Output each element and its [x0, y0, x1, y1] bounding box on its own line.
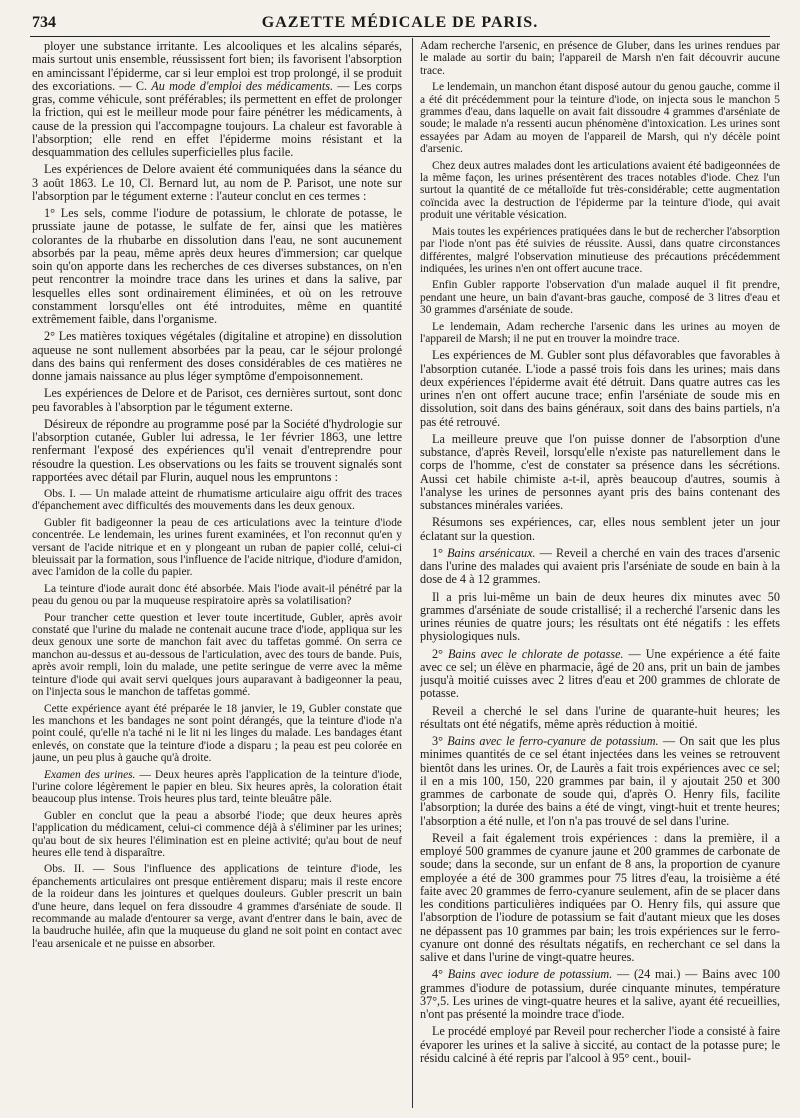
paragraph-text: — On sait que les plus minimes quantités de ce sel étant injectées dans les veines se retrouvent bientôt dans les urines. Or, de Laurès a fait trois expériences avec ce sel; il en a mis 100, 150, 220 grammes par bain, il y ajoutait 250 et 300 grammes de carbonate de soude qui, d'après O. Henry fils, facilite l'absorption; la durée des bains a été de vingt, vingt-huit et trente heures; l'absorption a été nulle, et l'on n'a pas trouvé de sel dans l'urine. [420, 734, 780, 828]
paragraph-text: — Les corps gras, comme véhicule, sont préférables; ils permettent en effet de prolonger la friction, qui est le meilleur mode pour faire pénétrer les médicaments, à cause de la pression qui l'accompagne toujours. La chaleur est favorable à l'absorption; elle rend en effet l'épiderme moins résistant et la desquammation des cellules superficielles plus facile. [32, 78, 402, 159]
paragraph-text: 1° [432, 545, 448, 560]
paragraph-text: 2° Les matières toxiques végétales (digitaline et atropine) en dissolution aqueuse ne sont nullement absorbées par la peau, car le séjour prolongé dans des bains qui renferment des doses considérables de ces matières ne donne jamais naissance au plus léger symptôme d'empoisonnement. [32, 329, 402, 383]
paragraph [420, 81, 780, 155]
paragraph [32, 583, 402, 608]
paragraph-text: Obs. I. — Un malade atteint de rhumatisme articulaire aigu offrit des traces d'épanchement avec difficultés des mouvements dans les deux genoux. [32, 488, 402, 513]
paragraph [32, 163, 402, 203]
paragraph [420, 433, 780, 513]
paragraph-text: — Une expérience a été faite avec ce sel; un élève en pharmacie, âgé de 20 ans, prit un bain de jambes jusqu'à moitié cuisses avec 2 litres d'eau et 200 grammes de chlorate de potasse. [420, 646, 780, 701]
paragraph [32, 863, 402, 950]
paragraph [420, 226, 780, 276]
paragraph-text: Chez deux autres malades dont les articulations avaient été badigeonnées de la même façon, les urines présentèrent des traces notables d'iode. Chez l'un surtout la quantité de ce métalloïde fut très-considérable; cette augmentation coïncida avec la destruction de l'épiderme par la teinture d'iode, qui avait produit une véritable vésication. [420, 159, 780, 222]
page-header [30, 14, 770, 37]
paragraph-text: 4° [432, 967, 448, 982]
italic-phrase: Bains arsénicaux. [447, 545, 536, 560]
paragraph-text: Reveil a fait également trois expériences : dans la première, il a employé 500 grammes de cyanure jaune et 200 grammes de carbonate de soude; dans la seconde, sur un enfant de 8 ans, la proportion de cyanure employée a été de 300 grammes pour 75 litres d'eau, la troisième a été faite avec 20 grammes de ferro-cyanure seulement, afin de se placer dans les conditions particulières indiquées par O. Henry fils, qui assure que l'absorption de l'iodure de potassium se fait d'autant mieux que les doses ne dépassent pas 10 grammes par bain; les trois expériences sur le ferro-cyanure ont donné des résultats négatifs, en recherchant ce sel dans la salive et dans l'urine de vingt-quatre heures. [420, 830, 780, 965]
paragraph-text: Résumons ses expériences, car, elles nous semblent jeter un jour éclatant sur la question. [420, 515, 780, 543]
italic-phrase: Bains avec le ferro-cyanure de potassium. [447, 734, 659, 749]
paragraph [420, 160, 780, 222]
paragraph [32, 612, 402, 699]
paragraph-text: Gubler en conclut que la peau a absorbé l'iode; que deux heures après l'application du médicament, celui-ci commence déjà à s'éliminer par les urines; qu'au bout de six heures l'élimination est en pleine activité; qu'au bout de neuf heures elle tend à disparaître. [32, 809, 402, 859]
page-number: 734 [32, 14, 56, 31]
paragraph [32, 40, 402, 159]
paragraph [32, 703, 402, 765]
paragraph [32, 517, 402, 579]
paragraph [420, 349, 780, 429]
paragraph-text: 1° Les sels, comme l'iodure de potassium, le chlorate de potasse, le prussiate jaune de potasse, le sulfate de fer, ainsi que les matières colorantes de la rhubarbe en dissolution dans l'eau, ne sont aucunement absorbés par la peau, même après deux heures d'immersion; car quelque soin qu'on apporte dans les recherches de ces diverses substances, on n'en peut rencontrer la moindre trace dans les urines et dans la salive, par lesquelles elles sont ordinairement éliminées, et où on les retrouve constamment lorsqu'elles ont été introduites, même en quantité extrêmement faible, dans l'organisme. [32, 206, 402, 326]
paragraph-text: Désireux de répondre au programme posé par la Société d'hydrologie sur l'absorption cutanée, Gubler lui adressa, le 1er février 1863, une lettre renfermant l'exposé des expériences qu'il venait d'entreprendre pour résoudre la question. Les observations ou les faits se trouvent signalés sont rapportées avec détail par Flurin, auquel nous les empruntons : [32, 416, 402, 484]
paragraph [420, 591, 780, 644]
paragraph-text: La teinture d'iode aurait donc été absorbée. Mais l'iode avait-il pénétré par la peau du genou ou par la muqueuse respiratoire après sa volatilisation? [32, 582, 402, 608]
paragraph-text: Enfin Gubler rapporte l'observation d'un malade auquel il fit prendre, pendant une heure, un bain d'avant-bras gauche, composé de 3 litres d'eau et 30 grammes d'arséniate de soude. [420, 279, 780, 317]
paragraph-text: Les expériences de Delore et de Parisot, ces dernières surtout, sont donc peu favorables à l'absorption par le tégument externe. [32, 386, 402, 414]
paragraph [420, 705, 780, 732]
paragraph-text: — Reveil a cherché en vain des traces d'arsenic dans l'urine des malades qui avaient pris l'arséniate de soude en bain à la dose de 4 à 12 grammes. [420, 545, 780, 587]
paragraph-text: Mais toutes les expériences pratiquées dans le but de rechercher l'absorption par l'iode n'ont pas été suivies de réussite. Aussi, dans quatre circonstances différentes, malgré l'observation minutieuse des précautions précédemment indiquées, les urines n'en ont offert aucune trace. [420, 225, 780, 275]
paragraph-text: La meilleure preuve que l'on puisse donner de l'absorption d'une substance, d'après Reveil, lorsqu'elle n'existe pas naturellement dans le corps de l'homme, c'est de constater sa présence dans les sécrétions. Aussi cet habile chimiste a-t-il, après beaucoup d'autres, soumis à l'analyse les urines de personnes ayant pris des bains contenant des substances minérales variées. [420, 431, 780, 513]
paragraph-text: Obs. II. — Sous l'influence des applications de teinture d'iode, les épanchements articulaires ont presque entièrement disparu; mais il reste encore de la roideur dans les jointures et quelques douleurs. Gubler prescrit un bain d'une heure, dans lequel on fera dissoudre 4 grammes d'arséniate de soude. Il recommande au malade d'entourer sa verge, avant d'entrer dans le bain, avec de la baudruche huilée, afin que la muqueuse du gland ne soit point en contact avec l'eau arsenicale et ne puisse en absorber. [32, 863, 402, 950]
paragraph-text: Les expériences de Delore avaient été communiquées dans la séance du 3 août 1863. Le 10, Cl. Bernard lut, au nom de P. Parisot, une note sur l'absorption par le tégument externe : l'auteur conclut en ces termes : [32, 162, 402, 203]
paragraph-text: Reveil a cherché le sel dans l'urine de quarante-huit heures; les résultats ont été négatifs, même après réduction à moitié. [420, 703, 780, 731]
paragraph [420, 1025, 780, 1065]
paragraph-text: — Deux heures après l'application de la teinture d'iode, l'urine colore légèrement le papier en bleu. Six heures après, la coloration était beaucoup plus intense. Trois heures plus tard, teinte bleuâtre pâle. [32, 768, 402, 806]
italic-phrase: Examen des urines. [44, 768, 136, 781]
paragraph-text: Les expériences de M. Gubler sont plus défavorables que favorables à l'absorption cutanée. L'iode a passé trois fois dans les urines; mais dans deux expériences l'épiderme avait été détruit. Dans quatre autres cas les urines n'en ont offert aucune trace; enfin l'arséniate de soude mis en dissolution, soit dans des bains généraux, soit dans des bains partiels, n'a pas été retrouvé. [420, 348, 780, 429]
paragraph-text: — (24 mai.) — Bains avec 100 grammes d'iodure de potassium, durée cinquante minutes, température 37°,5. Les urines de vingt-quatre heures et la salive, ayant été recueillies, n'ont pas présenté la moindre trace d'iode. [420, 967, 780, 1022]
paragraph-text: Le lendemain, Adam recherche l'arsenic dans les urines au moyen de l'appareil de Marsh; il ne put en trouver la moindre trace. [420, 320, 780, 345]
journal-title: GAZETTE MÉDICALE DE PARIS. [261, 14, 539, 31]
paragraph [420, 968, 780, 1021]
paragraph-text: Le procédé employé par Reveil pour rechercher l'iode a consisté à faire évaporer les urines et la salive à siccité, au contact de la potasse pure; le résidu calciné à été repris par l'alcool à 95° cent., bouil- [420, 1024, 780, 1065]
italic-phrase: Bains avec iodure de potassium. [447, 967, 613, 982]
paragraph-text: Gubler fit badigeonner la peau de ces articulations avec la teinture d'iode concentrée. Le lendemain, les urines furent examinées, et l'on reconnut qu'en y versant de l'acide nitrique et en y plongeant un ruban de papier collé, celui-ci bleuissait par la formation, sous l'influence de l'acide nitrique, d'iodure d'amidon, avec l'amidon de la colle du papier. [32, 516, 402, 579]
paragraph-text: Cette expérience ayant été préparée le 18 janvier, le 19, Gubler constate que les manchons et les bandages ne sont point dérangés, que la teinture d'iode n'a point coulé, qu'elle n'a taché ni le lit ni les linges du malade. Les bandages étant enlevés, on constate que la teinture d'iode a disparu ; la peau est peu colorée en jaune, un peu plus à gauche qu'à droite. [32, 702, 402, 765]
right-column [420, 40, 780, 1112]
paragraph-text: Adam recherche l'arsenic, en présence de Gluber, dans les urines rendues par le malade au sortir du bain; l'appareil de Marsh n'en fait découvrir aucune trace. [420, 40, 780, 77]
paragraph [420, 321, 780, 346]
paragraph [32, 207, 402, 326]
paragraph [420, 516, 780, 543]
italic-phrase: Au mode d'emploi des médicaments. [151, 78, 334, 93]
paragraph [420, 547, 780, 587]
paragraph [32, 810, 402, 860]
paragraph-text: Le lendemain, un manchon étant disposé autour du genou gauche, comme il a été dit précédemment pour la teinture d'iode, on injecta sous le manchon 5 grammes d'eau, dans laquelle on avait fait dissoudre 4 grammes d'arséniate de soude; le malade n'a ressenti aucun phénomène d'intoxication. Les urines sont essayées par Adam au moyen de l'appareil de Marsh, qui n'y décèle point d'arsenic. [420, 81, 780, 156]
paragraph [420, 735, 780, 828]
paragraph-text: 2° [432, 646, 448, 661]
paragraph-text: Il a pris lui-même un bain de deux heures dix minutes avec 50 grammes d'arséniate de soude cristallisé; il a recherché l'arsenic dans les urines réunies de quatre jours; les résultats ont été négatifs : les effets physiologiques nuls. [420, 589, 780, 644]
paragraph [32, 387, 402, 414]
column-divider [412, 38, 413, 1108]
paragraph [32, 418, 402, 484]
paragraph [420, 40, 780, 77]
paragraph-text: ployer une substance irritante. Les alcooliques et les alcalins séparés, mais surtout unis ensemble, réussissent fort bien; ils favorisent l'absorption en amincissant l'épiderme, car si leur emploi est trop prolongé, il se produit des excoriations. — C. [32, 40, 402, 93]
left-column [32, 40, 402, 1112]
paragraph [32, 769, 402, 806]
paragraph [420, 832, 780, 965]
paragraph-text: 3° [432, 734, 448, 749]
italic-phrase: Bains avec le chlorate de potasse. [447, 646, 624, 661]
paragraph [420, 648, 780, 701]
paragraph [420, 279, 780, 316]
paragraph [32, 488, 402, 513]
paragraph-text: Pour trancher cette question et lever toute incertitude, Gubler, après avoir constaté que l'urine du malade ne contenait aucune trace d'iode, appliqua sur les deux genoux une sorte de manchon fait avec du taffetas gommé. On serra ce manchon au-dessus et au-dessous de l'articulation, avec des tours de bande. Puis, après avoir rempli, loin du malade, une petite seringue de verre avec la même teinture d'iode qui avait servi quelques jours auparavant à badigeonner la peau, on l'injecta sous le manchon de taffetas gommé. [32, 611, 402, 699]
paragraph [32, 330, 402, 383]
